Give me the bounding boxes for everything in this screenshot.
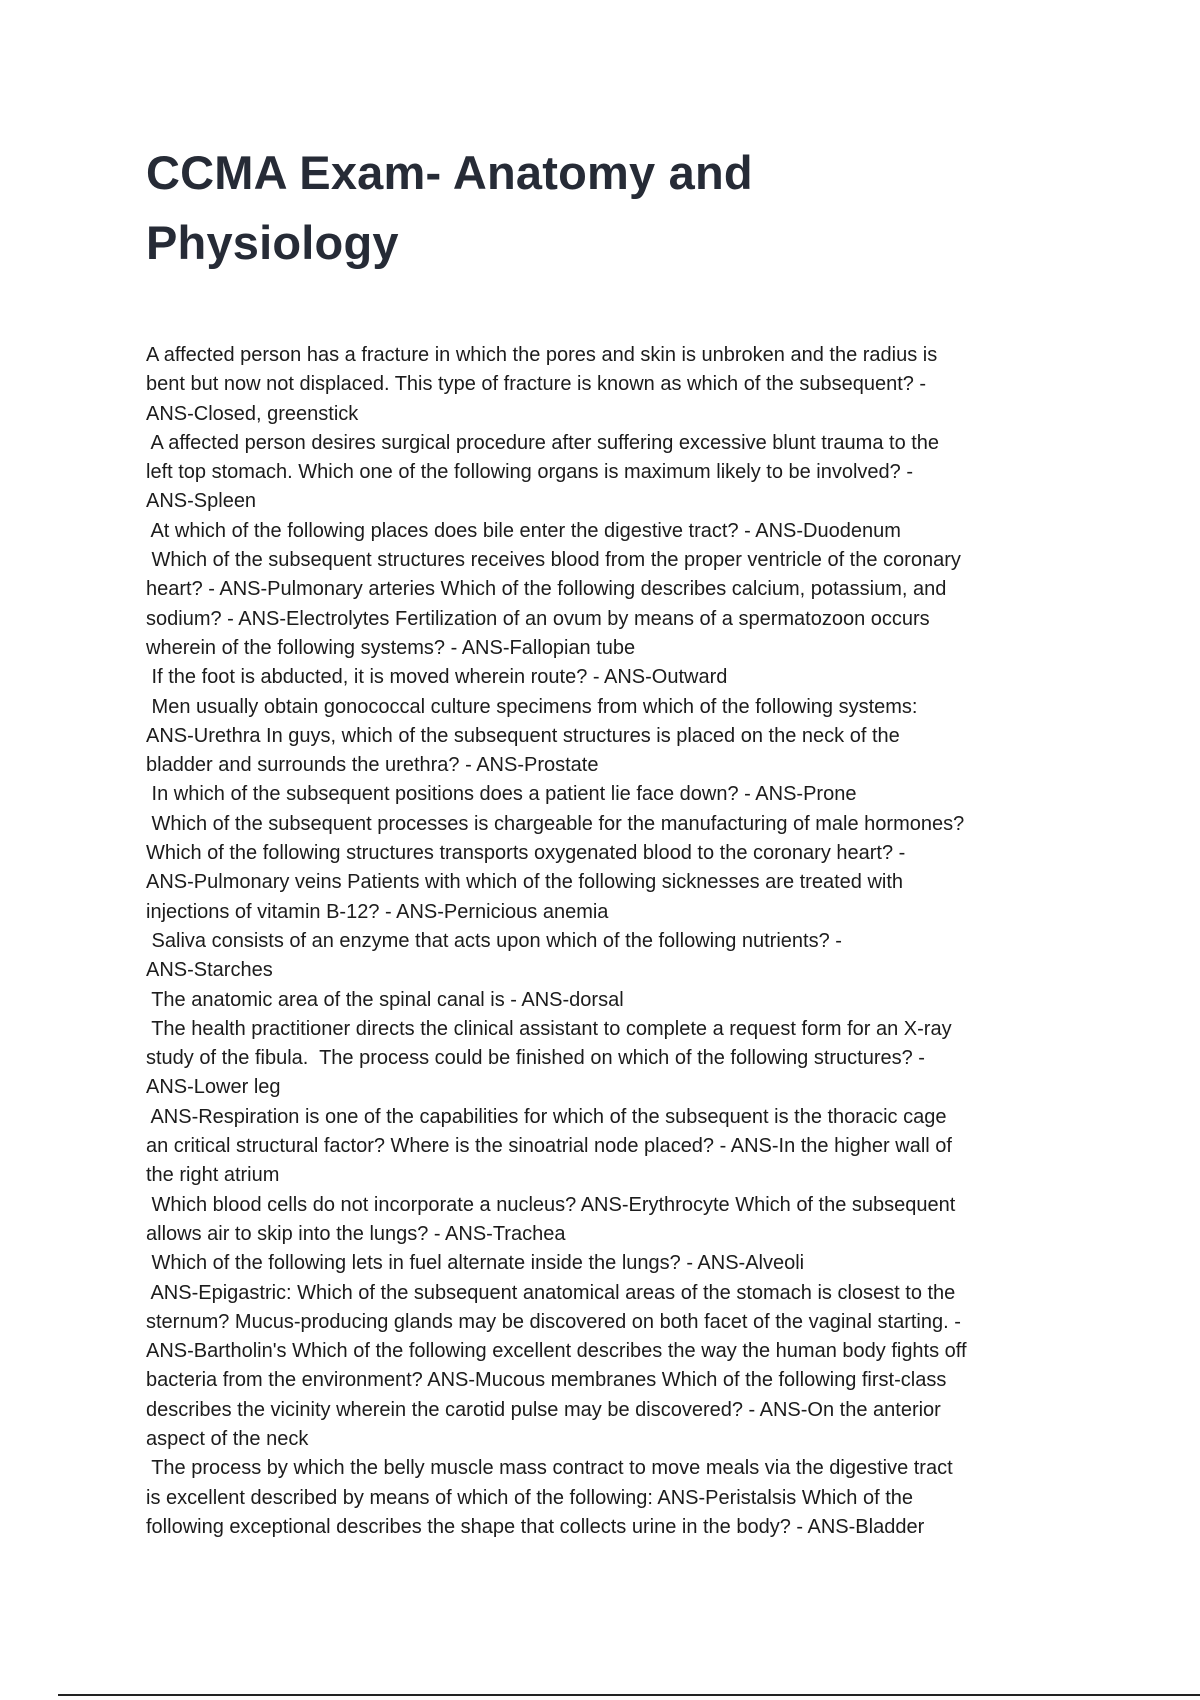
text-line: In which of the subsequent positions does a patient lie face down? - ANS-Prone (146, 783, 857, 806)
text-line: Which of the following lets in fuel alternate inside the lungs? - ANS-Alveoli (146, 1252, 805, 1275)
text-line: wherein of the following systems? - ANS-Fallopian tube (146, 636, 636, 659)
text-line: sodium? - ANS-Electrolytes Fertilization of an ovum by means of a spermatozoon occurs (146, 607, 930, 630)
text-line: left top stomach. Which one of the following organs is maximum likely to be involved? - (146, 461, 914, 484)
text-line: injections of vitamin B-12? - ANS-Pernicious anemia (146, 900, 609, 923)
text-line: is excellent described by means of which of the following: ANS-Peristalsis Which of the (146, 1486, 914, 1509)
text-line: A affected person has a fracture in which the pores and skin is unbroken and the radius is (146, 344, 938, 366)
text-line: bent but now not displaced. This type of fracture is known as which of the subsequent? - (146, 373, 927, 396)
title-line-1: CCMA Exam- Anatomy and (146, 146, 753, 199)
text-line: The anatomic area of the spinal canal is - ANS-dorsal (146, 988, 624, 1011)
text-line: ANS-Starches (146, 959, 273, 982)
text-line: an critical structural factor? Where is the sinoatrial node placed? - ANS-In the higher wall of (146, 1135, 952, 1158)
text-line: The process by which the belly muscle mass contract to move meals via the digestive tract (146, 1457, 953, 1480)
text-line: following exceptional describes the shape that collects urine in the body? - ANS-Bladder (146, 1515, 925, 1538)
text-line: At which of the following places does bile enter the digestive tract? - ANS-Duodenum (146, 519, 901, 542)
text-line: Which of the subsequent processes is chargeable for the manufacturing of male hormones? (146, 812, 965, 835)
text-line: Which of the subsequent structures receives blood from the proper ventricle of the coronary (146, 549, 961, 572)
text-line: ANS-Bartholin's Which of the following excellent describes the way the human body fights off (146, 1340, 967, 1363)
text-line: ANS-Epigastric: Which of the subsequent anatomical areas of the stomach is closest to the (146, 1281, 956, 1304)
text-line: The health practitioner directs the clinical assistant to complete a request form for an X-ray (146, 1017, 952, 1040)
text-line: the right atrium (146, 1164, 280, 1187)
page-title (146, 138, 906, 278)
text-line: ANS-Closed, greenstick (146, 402, 359, 425)
text-line: ANS-Respiration is one of the capabilities for which of the subsequent is the thoracic cage (146, 1105, 947, 1128)
text-line: ANS-Lower leg (146, 1076, 281, 1099)
text-line: aspect of the neck (146, 1427, 309, 1450)
text-line: describes the vicinity wherein the carotid pulse may be discovered? - ANS-On the anterior (146, 1398, 941, 1421)
text-line: heart? - ANS-Pulmonary arteries Which of the following describes calcium, potassium, and (146, 578, 947, 601)
text-line: bladder and surrounds the urethra? - ANS-Prostate (146, 754, 599, 777)
text-line: If the foot is abducted, it is moved wherein route? - ANS-Outward (146, 666, 728, 689)
text-line: bacteria from the environment? ANS-Mucous membranes Which of the following first-class (146, 1369, 947, 1392)
title-line-2: Physiology (146, 216, 399, 269)
text-line: study of the fibula. The process could be finished on which of the following structures? - (146, 1047, 925, 1070)
text-line: Men usually obtain gonococcal culture specimens from which of the following systems: (146, 695, 918, 718)
footer-divider (58, 1694, 1200, 1696)
text-line: ANS-Pulmonary veins Patients with which of the following sicknesses are treated with (146, 871, 904, 894)
text-line: allows air to skip into the lungs? - ANS-Trachea (146, 1222, 566, 1245)
document-body (146, 341, 1066, 1542)
text-line: Which blood cells do not incorporate a nucleus? ANS-Erythrocyte Which of the subsequent (146, 1193, 956, 1216)
text-line: ANS-Urethra In guys, which of the subsequent structures is placed on the neck of the (146, 724, 900, 747)
text-line: Saliva consists of an enzyme that acts upon which of the following nutrients? - (146, 929, 842, 952)
text-line: ANS-Spleen (146, 490, 257, 513)
text-line: Which of the following structures transports oxygenated blood to the coronary heart? - (146, 842, 906, 865)
text-line: sternum? Mucus-producing glands may be discovered on both facet of the vaginal starting. - (146, 1310, 961, 1333)
text-line: A affected person desires surgical procedure after suffering excessive blunt trauma to the (146, 431, 940, 454)
